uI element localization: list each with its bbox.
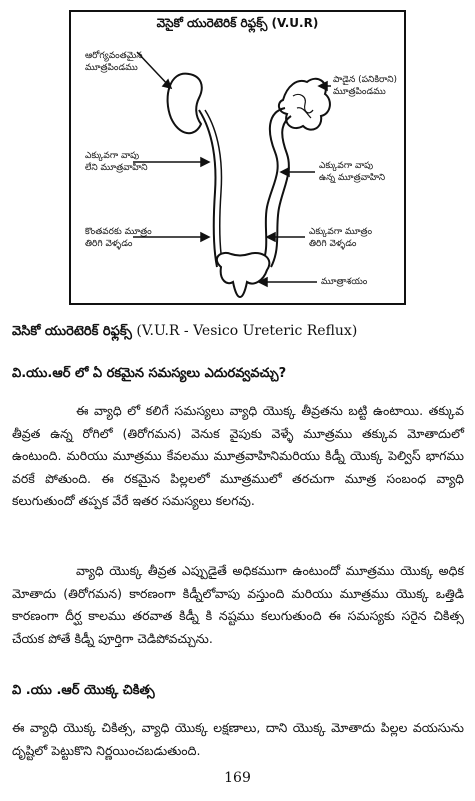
- caption-latin: (V.U.R - Vesico Ureteric Reflux): [131, 323, 358, 339]
- page-number: 169: [224, 770, 251, 786]
- caption-telugu: వెసికో యురెటెరిక్ రిఫ్లక్స్: [12, 324, 132, 339]
- paragraph-severity: ఈ వ్యాధి లో కలిగే సమస్యలు వ్యాధి యొక్క తీవ్రతను బట్టి ఉంటాయి. తక్కువ తీవ్రత ఉన్న రోగిలో (తిరోగమన) వెనుక వైపుకు వెళ్ళే మూత్రము తక్కువ మోతాదులో ఉంటుంది. మరియు మూత్రము కేవలము మూత్రవాహినిమరియు కిడ్నీ యొక్క పెల్విస్ భాగము వరకే పోతుంది. ఈ రకమైన పిల్లలలో మూత్రములో తరచుగా మూత్ర సంబంధ వ్యాధి కలుగుతుందో తప్పక వేరే ఇతర సమస్యలు కలగవు.: [12, 403, 464, 508]
- section-heading-problems: వి.యు.ఆర్ లో ఏ రకమైన సమస్యలు ఎదురవ్వవచ్చు?: [12, 366, 287, 381]
- vur-diagram: [69, 10, 406, 305]
- paragraph-treatment: ఈ వ్యాధి యొక్క చికిత్స, వ్యాధి యొక్క లక్షణాలు, దాని యొక్క మోతాదు పిల్లల వయసును దృష్టిలో పెట్టుకొని నిర్ణయించబడుతుంది.: [12, 720, 464, 758]
- label-high-reflux: ఎక్కువగా మూత్రం తిరిగి వెళ్ళడం: [309, 227, 373, 249]
- label-low-flow-ureter: ఎక్కువగా వాపు లేని మూత్రవాహిని: [85, 151, 148, 173]
- section-heading-treatment: వి .యు .ఆర్ యొక్క చికిత్స: [12, 683, 155, 698]
- paragraph-high-severity: వ్యాధి యొక్క తీవ్రత ఎప్పుడైతే అధికముగా ఉంటుందో మూత్రము యొక్క అధిక మోతాదు (తిరోగమన) కారణంగా కిడ్నీలోవాపు వస్తుంది మరియు మూత్రము యొక్క ఒత్తిడి కారణంగా దీర్ఘ కాలము తరవాత కిడ్నీ కి నష్టము కలుగుతుంది ఈ సమస్యకు సరైన చికిత్స చేయక పోతే కిడ్నీ పూర్తిగా చెడిపోవచ్చును.: [12, 563, 464, 646]
- healthy-kidney-shape: [168, 74, 202, 134]
- label-bladder: మూత్రాశయం: [321, 277, 368, 287]
- left-ureter: [199, 110, 217, 267]
- label-diseased-kidney: పాడైన (పనికిరాని) మూత్రపిండము: [333, 75, 398, 97]
- label-swollen-ureter: ఎక్కువగా వాపు ఉన్న మూత్రవాహిని: [319, 161, 386, 183]
- bladder-shape: [217, 253, 269, 297]
- label-partial-reflux: కొంతవరకు మూత్రం తిరిగి వెళ్ళడం: [85, 227, 152, 249]
- figure-caption: [12, 323, 357, 342]
- diagram-title: వెసైకో యురెటెరిక్ రిఫ్లక్స్ (V.U.R): [156, 16, 319, 30]
- label-healthy-kidney: ఆరోగ్యవంతమైన మూత్రపిండము: [85, 51, 143, 73]
